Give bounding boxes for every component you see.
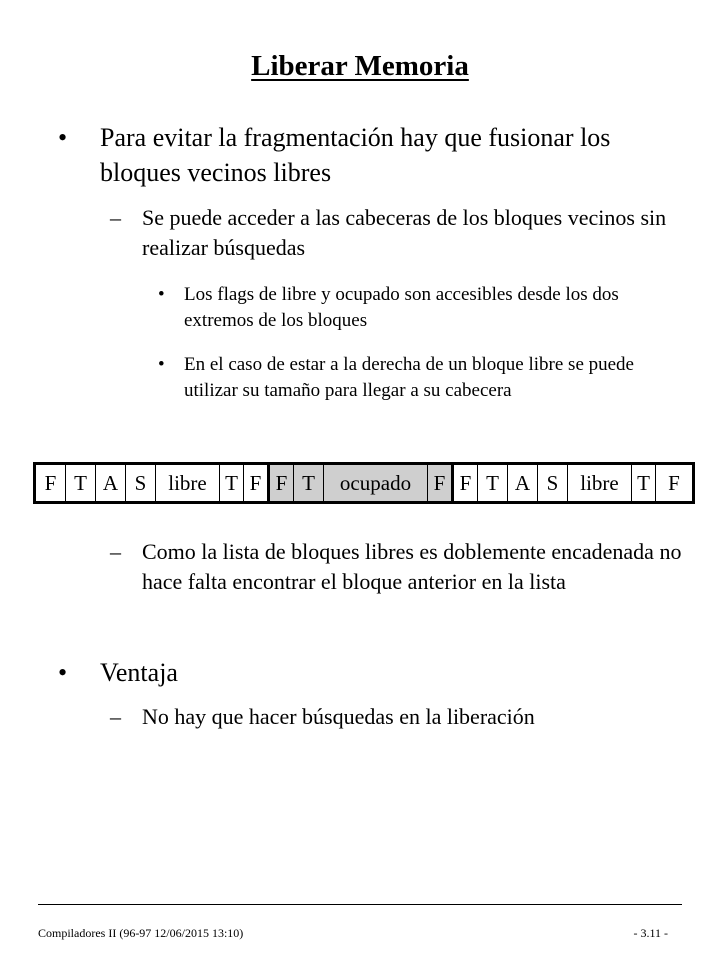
block-cell: F: [452, 465, 478, 501]
bullet-marker: •: [58, 658, 68, 687]
subsubbullet-text: En el caso de estar a la derecha de un bloque libre se puede utilizar su tamaño para llegar a su cabecera: [184, 354, 634, 401]
subbullet-text: Se puede acceder a las cabeceras de los bloques vecinos sin realizar búsquedas: [142, 205, 667, 260]
block-cell: T: [478, 465, 508, 501]
bullet-marker: •: [158, 354, 165, 375]
subbullet-text: Como la lista de bloques libres es doblemente encadenada no hace falta encontrar el bloque anterior en la lista: [142, 539, 682, 594]
bullet-marker: •: [58, 123, 68, 152]
block-cell-libre: libre: [568, 465, 632, 501]
block-cell: T: [632, 465, 656, 501]
subsubbullet-right-block: [158, 352, 684, 404]
subbullet-no-search: [110, 702, 682, 732]
block-cell: T: [66, 465, 96, 501]
dash-marker: –: [110, 539, 121, 564]
subsubbullet-flags: [158, 282, 684, 334]
footer-divider: [38, 904, 682, 905]
block-cell: F: [668, 470, 680, 495]
block-cell: T: [220, 465, 244, 501]
block-cell: S: [538, 465, 568, 501]
block-cell: T: [294, 465, 324, 501]
bullet-text: Ventaja: [100, 658, 178, 687]
block-cell-libre: libre: [156, 465, 220, 501]
page-number: - 3.11 -: [633, 926, 668, 940]
bullet-marker: •: [158, 284, 165, 305]
block-cell-ocupado: ocupado: [324, 465, 428, 501]
dash-marker: –: [110, 704, 121, 729]
block-cell: F: [428, 465, 452, 501]
memory-blocks-diagram: [33, 462, 695, 504]
block-cell: F: [268, 465, 294, 501]
dash-marker: –: [110, 205, 121, 230]
subbullet-double-linked: [110, 537, 682, 597]
block-cell: A: [96, 465, 126, 501]
block-cell: F: [36, 465, 66, 501]
subsubbullet-text: Los flags de libre y ocupado son accesibles desde los dos extremos de los bloques: [184, 284, 619, 331]
block-cell: S: [126, 465, 156, 501]
bullet-text: Para evitar la fragmentación hay que fusionar los bloques vecinos libres: [100, 123, 611, 187]
slide-title: Liberar Memoria: [251, 50, 469, 82]
subbullet-text: No hay que hacer búsquedas en la liberación: [142, 704, 535, 729]
block-cell: F: [244, 465, 268, 501]
block-cell: A: [508, 465, 538, 501]
bullet-fragmentation: [58, 120, 680, 190]
footer-course-info: Compiladores II (96-97 12/06/2015 13:10): [38, 926, 244, 940]
bullet-ventaja: [58, 655, 680, 690]
subbullet-headers: [110, 203, 682, 263]
